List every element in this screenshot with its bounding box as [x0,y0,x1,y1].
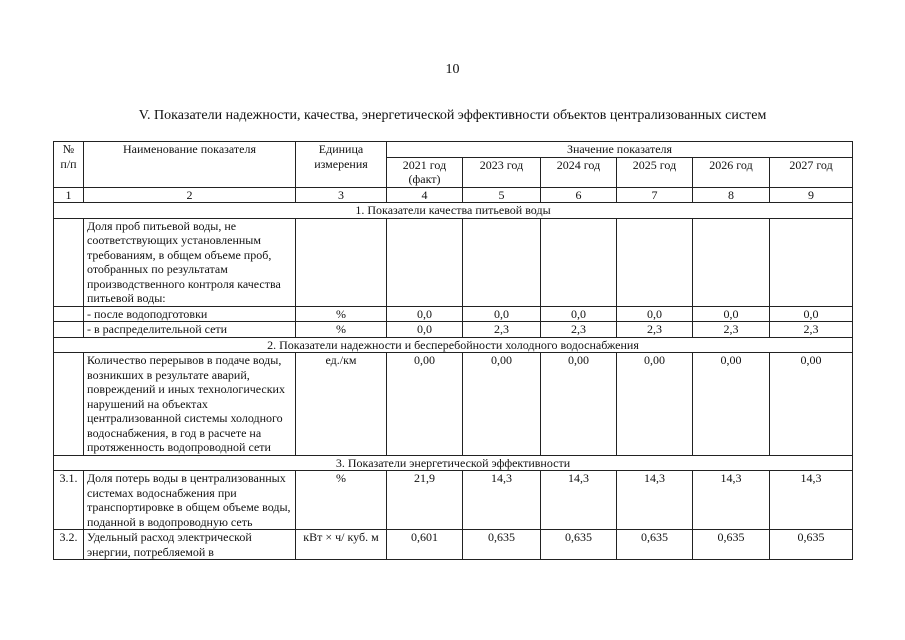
header-year: 2025 год [617,157,693,187]
value-cell: 2,3 [693,322,770,338]
value-cell: 2,3 [617,322,693,338]
value-cell: 0,0 [541,306,617,322]
table-row [54,218,853,306]
header-num: № п/п [54,142,84,188]
row-num [54,306,84,322]
indicators-table-body [54,142,853,560]
group-title-row [54,455,853,471]
column-number: 8 [693,187,770,203]
value-cell: 2,3 [463,322,541,338]
indicator-name: Количество перерывов в подаче воды, возникших в результате аварий, повреждений и иных технологических нарушений на объектах централизованной системы холодного водоснабжения, в год в расчете на протяженность водопроводной сети [84,353,296,456]
value-cell: 2,3 [541,322,617,338]
group-title-row [54,203,853,219]
column-number: 1 [54,187,84,203]
column-number: 2 [84,187,296,203]
table-row [54,306,853,322]
header-year: 2027 год [770,157,853,187]
value-cell: 0,635 [617,530,693,560]
indicator-name: Доля проб питьевой воды, не соответствующих установленным требованиям, в общем объеме проб, отобранных по результатам производственного контроля качества питьевой воды: [84,218,296,306]
indicator-name: Доля потерь воды в централизованных системах водоснабжения при транспортировке в общем объеме воды, поданной в водопроводную сеть [84,471,296,530]
row-num: 3.2. [54,530,84,560]
unit: кВт × ч/ куб. м [296,530,387,560]
group-title: 1. Показатели качества питьевой воды [54,203,853,219]
unit: % [296,471,387,530]
column-number: 7 [617,187,693,203]
table-row [54,471,853,530]
table-row [54,353,853,456]
value-cell: 0,00 [693,353,770,456]
value-cell: 14,3 [617,471,693,530]
table-row [54,322,853,338]
header-year: 2026 год [693,157,770,187]
section-title: V. Показатели надежности, качества, энергетической эффективности объектов централизованных систем [138,108,767,123]
indicator-name: - после водоподготовки [84,306,296,322]
value-cell [693,218,770,306]
column-number: 3 [296,187,387,203]
value-cell: 0,00 [770,353,853,456]
table-header-row [54,142,853,158]
table-row [54,530,853,560]
group-title: 2. Показатели надежности и бесперебойности холодного водоснабжения [54,337,853,353]
header-year: 2024 год [541,157,617,187]
value-cell [541,218,617,306]
row-num [54,218,84,306]
value-cell: 0,0 [770,306,853,322]
column-number: 6 [541,187,617,203]
value-cell: 21,9 [387,471,463,530]
row-num: 3.1. [54,471,84,530]
value-cell: 2,3 [770,322,853,338]
value-cell: 0,635 [693,530,770,560]
column-number: 9 [770,187,853,203]
unit [296,218,387,306]
value-cell [463,218,541,306]
value-cell [770,218,853,306]
value-cell [387,218,463,306]
value-cell: 14,3 [693,471,770,530]
row-num [54,353,84,456]
column-number: 4 [387,187,463,203]
value-cell: 0,0 [463,306,541,322]
value-cell: 0,601 [387,530,463,560]
column-number: 5 [463,187,541,203]
indicator-name: - в распределительной сети [84,322,296,338]
value-cell: 0,00 [541,353,617,456]
header-name: Наименование показателя [84,142,296,188]
unit: ед./км [296,353,387,456]
group-title-row [54,337,853,353]
value-cell: 0,635 [463,530,541,560]
value-cell: 14,3 [770,471,853,530]
page-number: 10 [445,62,460,77]
indicators-table [53,141,853,560]
value-cell: 0,635 [541,530,617,560]
header-year: 2021 год (факт) [387,157,463,187]
indicator-name: Удельный расход электрической энергии, потребляемой в [84,530,296,560]
value-cell: 0,0 [387,322,463,338]
value-cell: 0,00 [617,353,693,456]
value-cell: 14,3 [463,471,541,530]
unit: % [296,306,387,322]
group-title: 3. Показатели энергетической эффективности [54,455,853,471]
value-cell: 0,0 [617,306,693,322]
value-cell [617,218,693,306]
value-cell: 0,0 [387,306,463,322]
unit: % [296,322,387,338]
row-num [54,322,84,338]
column-numbers-row [54,187,853,203]
header-year: 2023 год [463,157,541,187]
header-unit: Единица измерения [296,142,387,188]
value-cell: 0,00 [387,353,463,456]
value-cell: 0,635 [770,530,853,560]
header-value-group: Значение показателя [387,142,853,158]
value-cell: 14,3 [541,471,617,530]
value-cell: 0,00 [463,353,541,456]
value-cell: 0,0 [693,306,770,322]
